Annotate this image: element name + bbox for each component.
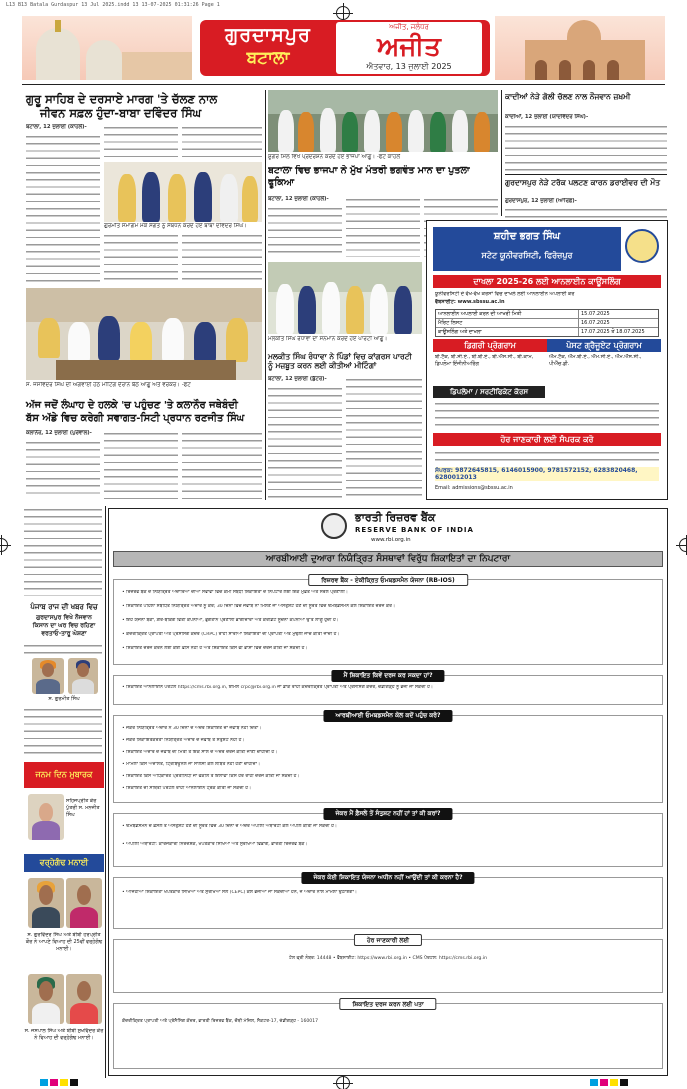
story1-column bbox=[104, 124, 178, 160]
rbi-bullet: • ਸ਼ਿਕਾਇਤ ਆਨਲਾਈਨ ਪੋਰਟਲ https://cms.rbi.org.in, ਈਮੇਲ crpc@rbi.org.in ਜਾਂ ਡਾਕ ਰਾਹੀਂ ਕੇਂਦਰੀਕ੍ਰਿਤ ਪ੍ਰਾਪਤੀ ਅਤੇ ਪ੍ਰੋਸੈਸਿੰਗ ਕੇਂਦਰ, ਚੰਡੀਗੜ੍ਹ ਨੂੰ ਭੇਜੀ ਜਾ ਸਕਦੀ ਹੈ। bbox=[122, 685, 433, 690]
story6-headline-line1: ਅੱਜ ਜਦੋਂ ਲੰਘਾਹ ਦੇ ਹਲਕੇ 'ਚ ਪਹੁੰਚਣ 'ਤੇ ਕਲਾਨੌਰ ਜਥੇਬੰਦੀ bbox=[26, 400, 238, 411]
story6-column-continued bbox=[24, 506, 102, 596]
ad-title-line1: ਸ਼ਹੀਦ ਭਗਤ ਸਿੰਘ bbox=[493, 231, 561, 242]
column-divider bbox=[265, 90, 266, 500]
pg-programs-label: ਪੋਸਟ ਗ੍ਰੈਜੂਏਟ ਪ੍ਰੋਗਰਾਮ bbox=[547, 339, 661, 352]
story6-meeting-photo bbox=[26, 288, 262, 380]
anniversary-photo-wife bbox=[66, 878, 102, 928]
ad-schedule-table bbox=[435, 309, 659, 337]
schedule-date: 16.07.2025 bbox=[578, 319, 658, 327]
rbi-name-english: RESERVE BANK OF INDIA bbox=[355, 526, 474, 534]
registration-mark-icon bbox=[336, 1076, 350, 1089]
story2-headline: ਬਟਾਲਾ ਵਿਚ ਭਾਜਪਾ ਨੇ ਮੁੱਖ ਮੰਤਰੀ ਭਗਵੰਤ ਮਾਨ ਦਾ ਪੁਤਲਾ ਫੂਕਿਆ bbox=[268, 165, 470, 188]
print-color-bar bbox=[40, 1079, 48, 1086]
story1-column bbox=[104, 232, 178, 284]
birthday-child-photo bbox=[28, 794, 64, 840]
rbi-section-ombudsman bbox=[113, 579, 663, 665]
print-color-bar bbox=[60, 1079, 68, 1086]
rbi-section-not-covered bbox=[113, 874, 663, 929]
print-color-bar bbox=[610, 1079, 618, 1086]
birthday-heading: ਜਨਮ ਦਿਨ ਮੁਬਾਰਕ bbox=[24, 762, 104, 788]
anniversary-caption: ਸ. ਗੁਰਵਿੰਦਰ ਸਿੰਘ ਅਤੇ ਬੀਬੀ ਹਰਪ੍ਰੀਤ ਕੌਰ ਨੇ ਆਪਣੇ ਵਿਆਹ ਦੀ 25ਵੀਂ ਵਰ੍ਹੇਗੰਢ ਮਨਾਈ। bbox=[25, 932, 103, 952]
schedule-date: 15.07.2025 bbox=[578, 310, 658, 318]
ad-title bbox=[433, 227, 621, 271]
ad-diploma-band: ਡਿਪਲੋਮਾ / ਸਰਟੀਫਿਕੇਟ ਕੋਰਸ bbox=[433, 386, 545, 398]
story6-headline-line2: ਬੱਸ ਅੱਡੇ ਵਿਚ ਕਰੇਗੀ ਸਵਾਗਤ-ਸਿਟੀ ਪ੍ਰਧਾਨ ਰਣਜੀਤ ਸਿੰਘ bbox=[26, 412, 245, 424]
story6-column bbox=[26, 439, 100, 499]
anniversary-photo-husband bbox=[28, 878, 64, 928]
schedule-event: ਕਾਊਂਸਲਿੰਗ ਅਤੇ ਦਾਖਲਾ bbox=[438, 329, 482, 335]
story5-column bbox=[346, 376, 422, 499]
ad-email: Email: admissions@sbssu.ac.in bbox=[435, 485, 513, 491]
town-name-secondary: ਬਟਾਲਾ bbox=[246, 48, 290, 68]
rbi-section-when-to-approach bbox=[113, 712, 663, 803]
story1-photo-caption: ਗੁਰਮਤਿ ਸਮਾਗਮ ਮੌਕੇ ਸੰਗਤ ਨੂੰ ਸੰਬੋਧਨ ਕਰਦੇ ਹੋਏ ਬਾਬਾ ਦਵਿੰਦਰ ਸਿੰਘ। bbox=[104, 223, 247, 229]
rbi-bullet: • ਜੇਕਰ ਨਿਯੰਤ੍ਰਿਤ ਅਦਾਰੇ ਨੇ 30 ਦਿਨਾਂ ਦੇ ਅੰਦਰ ਸ਼ਿਕਾਇਤ ਦਾ ਜਵਾਬ ਨਹੀਂ ਦਿੱਤਾ। bbox=[122, 726, 262, 731]
schedule-event: ਮੈਰਿਟ ਲਿਸਟ bbox=[438, 320, 463, 326]
degree-programs-label: ਡਿਗਰੀ ਪ੍ਰੋਗਰਾਮ bbox=[433, 339, 547, 352]
print-color-bar bbox=[620, 1079, 628, 1086]
print-color-bar bbox=[590, 1079, 598, 1086]
notice-line: ਗੁਰਦਾਸਪੁਰ ਵਿਖੇ ਨੌਜਵਾਨ bbox=[36, 614, 92, 621]
story3-column bbox=[505, 123, 667, 171]
story6-column bbox=[182, 430, 262, 500]
notice-line: ਕਿਸਾਨ ਦਾ ਘਰ ਵਿਚ ਰਹਿਣਾ bbox=[32, 622, 96, 629]
rbi-section-appeal bbox=[113, 810, 663, 867]
story2-column bbox=[268, 205, 342, 257]
notice-text bbox=[24, 706, 102, 756]
notice-text bbox=[24, 642, 102, 656]
print-slug: L13 B13 Batala Gurdaspur 13 Jul 2025.indd 13 13-07-2025 01:31:26 Page 1 bbox=[6, 2, 220, 8]
story5-headline-line2: ਨੂੰ ਮਜ਼ਬੂਤ ਕਰਨ ਲਈ ਕੀਤੀਆਂ ਮੀਟਿੰਗਾਂ bbox=[268, 361, 377, 371]
story1-headline bbox=[26, 92, 262, 121]
town-name-primary: ਗੁਰਦਾਸਪੁਰ bbox=[225, 24, 311, 46]
story1-headline-line2: ਜੀਵਨ ਸਫ਼ਲ ਹੁੰਦਾ-ਬਾਬਾ ਦਵਿੰਦਰ ਸਿੰਘ bbox=[40, 106, 202, 121]
story6-dateline: ਕਲਾਨੌਰ, 12 ਜੁਲਾਈ (ਪੁਰੇਵਾਲ)- bbox=[26, 430, 92, 436]
story2-protest-photo bbox=[268, 90, 498, 152]
anniversary-photo-wife bbox=[66, 974, 102, 1024]
rbi-section-heading: ਸ਼ਿਕਾਇਤ ਦਰਜ ਕਰਨ ਲਈ ਪਤਾ bbox=[339, 998, 436, 1010]
rbi-notice-title: ਆਰਬੀਆਈ ਦੁਆਰਾ ਨਿਯੰਤ੍ਰਿਤ ਸੰਸਥਾਵਾਂ ਵਿਰੁੱਧ ਸ਼ਿਕਾਇਤਾਂ ਦਾ ਨਿਪਟਾਰਾ bbox=[113, 551, 663, 567]
rbi-address: ਕੇਂਦਰੀਕ੍ਰਿਤ ਪ੍ਰਾਪਤੀ ਅਤੇ ਪ੍ਰੋਸੈਸਿੰਗ ਕੇਂਦਰ, ਭਾਰਤੀ ਰਿਜ਼ਰਵ ਬੈਂਕ, ਚੌਥੀ ਮੰਜ਼ਿਲ, ਸੈਕਟਰ-17, ਚੰਡੀਗੜ੍ਹ - 160017 bbox=[122, 1019, 319, 1024]
rbi-public-notice bbox=[108, 508, 668, 1076]
rbi-bullet: • ਸ਼ਿਕਾਇਤ ਦਰਜ ਕਰਨ ਲਈ ਕੋਈ ਫ਼ੀਸ ਨਹੀਂ ਹੈ ਅਤੇ ਸ਼ਿਕਾਇਤ ਕਿਸੇ ਵੀ ਭਾਸ਼ਾ ਵਿਚ ਦਰਜ ਕੀਤੀ ਜਾ ਸਕਦੀ ਹੈ। bbox=[122, 646, 308, 651]
anniversary-photo-husband bbox=[28, 974, 64, 1024]
ad-details-text bbox=[435, 449, 659, 463]
story5-group-photo bbox=[268, 262, 422, 334]
rbi-bullet: • ਮਾਮਲਾ ਕਿਸੇ ਅਦਾਲਤ, ਟ੍ਰਿਬਿਊਨਲ ਜਾਂ ਸਾਲਸੀ ਕੋਲ ਲੰਬਿਤ ਨਹੀਂ ਹੋਣਾ ਚਾਹੀਦਾ। bbox=[122, 762, 261, 767]
rbi-section-heading: ਜੇਕਰ ਮੈਂ ਫ਼ੈਸਲੇ ਤੋਂ ਸੰਤੁਸ਼ਟ ਨਹੀਂ ਹਾਂ ਤਾਂ ਕੀ ਕਰਾਂ? bbox=[323, 808, 452, 820]
masthead-banner bbox=[200, 20, 490, 76]
ad-title-line2: ਸਟੇਟ ਯੂਨੀਵਰਸਿਟੀ, ਫਿਰੋਜ਼ਪੁਰ bbox=[481, 251, 573, 260]
notice-line: ਵਰਤਾਓ-ਤਾਰੂ ਘੋਸ਼ਣਾ bbox=[41, 630, 87, 637]
story5-column bbox=[268, 385, 342, 499]
masthead bbox=[22, 14, 665, 80]
ad-programs-band bbox=[433, 339, 661, 352]
schedule-row bbox=[436, 319, 658, 328]
print-color-bar bbox=[600, 1079, 608, 1086]
ad-intro: ਯੂਨੀਵਰਸਿਟੀ ਦੇ ਵੱਖ-ਵੱਖ ਕੋਰਸਾਂ ਵਿਚ ਦਾਖਲੇ ਲਈ ਆਨਲਾਈਨ ਅਪਲਾਈ ਕਰੋ bbox=[435, 291, 575, 297]
rbi-bullet: • ਸ਼ਿਕਾਇਤ ਕਿਸੇ ਅਧਿਕਾਰਤ ਪ੍ਰਤੀਨਿਧੀ ਜਾਂ ਵਕੀਲ ਤੋਂ ਇਲਾਵਾ ਕਿਸੇ ਹੋਰ ਰਾਹੀਂ ਦਰਜ ਕੀਤੀ ਜਾ ਸਕਦੀ ਹੈ। bbox=[122, 774, 300, 779]
story4-dateline: ਗੁਰਦਾਸਪੁਰ, 12 ਜੁਲਾਈ (ਆਰਿਫ਼)- bbox=[505, 198, 577, 204]
schedule-event: ਆਨਲਾਈਨ ਅਪਲਾਈ ਕਰਨ ਦੀ ਆਖਰੀ ਮਿਤੀ bbox=[438, 311, 522, 317]
story1-dateline: ਬਟਾਲਾ, 12 ਜੁਲਾਈ (ਕਾਹਲੋਂ)- bbox=[26, 124, 87, 130]
anniversary-caption: ਸ. ਜਸਪਾਲ ਸਿੰਘ ਅਤੇ ਬੀਬੀ ਸੁਖਵਿੰਦਰ ਕੌਰ ਨੇ ਵਿਆਹ ਦੀ ਵਰ੍ਹੇਗੰਢ ਮਨਾਈ। bbox=[24, 1028, 104, 1041]
rbi-contact-info: ਟੋਲ ਫ੍ਰੀ ਨੰਬਰ: 14448 • ਵੈੱਬਸਾਈਟ: https://www.rbi.org.in • CMS ਪੋਰਟਲ: https://cms.rbi.org.in bbox=[289, 956, 487, 961]
story1-headline-line1: ਗੁਰੂ ਸਾਹਿਬ ਦੇ ਦਰਸਾਏ ਮਾਰਗ 'ਤੇ ਚੱਲਣ ਨਾਲ bbox=[26, 92, 218, 106]
rbi-section-heading: ਜੇਕਰ ਕੋਈ ਸ਼ਿਕਾਇਤ ਯੋਜਨਾ ਅਧੀਨ ਨਹੀਂ ਆਉਂਦੀ ਤਾਂ ਕੀ ਕਰਨਾ ਹੈ? bbox=[301, 872, 474, 884]
story5-headline-line1: ਮਲਕੀਤ ਸਿੰਘ ਰੰਧਾਵਾ ਨੇ ਪਿੰਡਾਂ ਵਿਚ ਕਾਂਗਰਸ ਪਾਰਟੀ bbox=[268, 352, 412, 361]
story1-photo bbox=[104, 162, 262, 222]
ad-diploma-text bbox=[435, 400, 659, 428]
ad-admissions-band: ਦਾਖਲਾ 2025-26 ਲਈ ਆਨਲਾਈਨ ਕਾਊਂਸਲਿੰਗ bbox=[433, 275, 661, 288]
rbi-bullet: • ਜੇਕਰ ਸ਼ਿਕਾਇਤਕਰਤਾ ਨਿਯੰਤ੍ਰਿਤ ਅਦਾਰੇ ਦੇ ਜਵਾਬ ਤੋਂ ਸੰਤੁਸ਼ਟ ਨਹੀਂ ਹੈ। bbox=[122, 738, 245, 743]
rbi-emblem-icon bbox=[321, 513, 347, 539]
story3-headline: ਕਾਦੀਆਂ ਨੇੜੇ ਗੋਲੀ ਚੱਲਣ ਨਾਲ ਨੌਜਵਾਨ ਜ਼ਖ਼ਮੀ bbox=[505, 92, 631, 101]
story6-photo-caption: ਸ. ਜਸਵਿੰਦਰ ਸਿੰਘ ਦੀ ਅਗਵਾਈ ਹੇਠ ਮੀਟਿੰਗ ਦੌਰਾਨ ਬੈਠੇ ਆਗੂ ਅਤੇ ਵਰਕਰ। -ਫੋਟੋ bbox=[26, 382, 191, 388]
story2-dateline: ਬਟਾਲਾ, 12 ਜੁਲਾਈ (ਕਾਹਲੋਂ)- bbox=[268, 196, 329, 202]
ad-help-band: ਹੋਰ ਜਾਣਕਾਰੀ ਲਈ ਸੰਪਰਕ ਕਰੋ bbox=[433, 433, 661, 446]
rbi-section-heading: ਹੋਰ ਜਾਣਕਾਰੀ ਲਈ bbox=[354, 934, 422, 946]
ad-phone-numbers: ਸੰਪਰਕ: 9872645815, 6146015900, 9781572152, 6283820468, 6280012013 bbox=[435, 467, 659, 481]
rbi-section-heading: ਆਰਬੀਆਈ ਓਮਬਡਸਮੈਨ ਕੋਲ ਕਦੋਂ ਪਹੁੰਚ ਕਰੋ? bbox=[323, 710, 452, 722]
notice-portrait-photo bbox=[68, 658, 98, 694]
heritage-building-illustration bbox=[495, 16, 665, 80]
registration-mark-icon bbox=[679, 538, 687, 552]
schedule-row bbox=[436, 310, 658, 319]
rbi-website: www.rbi.org.in bbox=[371, 537, 411, 543]
rbi-bullet: • ਸ਼ਿਕਾਇਤ ਪਹਿਲਾਂ ਸਬੰਧਿਤ ਨਿਯੰਤ੍ਰਿਤ ਅਦਾਰੇ ਨੂੰ ਕਰੋ; 30 ਦਿਨਾਂ ਵਿਚ ਜਵਾਬ ਨਾ ਮਿਲਣ ਜਾਂ ਅਸੰਤੁਸ਼ਟ ਹੋਣ ਦੀ ਸੂਰਤ ਵਿਚ ਓਮਬਡਸਮੈਨ ਕੋਲ ਸ਼ਿਕਾਇਤ ਦਰਜ ਕਰੋ। bbox=[122, 604, 396, 609]
rbi-bullet: • ਓਮਬਡਸਮੈਨ ਦੇ ਫ਼ੈਸਲੇ ਤੋਂ ਅਸੰਤੁਸ਼ਟ ਹੋਣ ਦੀ ਸੂਰਤ ਵਿਚ 30 ਦਿਨਾਂ ਦੇ ਅੰਦਰ ਅਪੀਲੀ ਅਥਾਰਟੀ ਕੋਲ ਅਪੀਲ ਕੀਤੀ ਜਾ ਸਕਦੀ ਹੈ। bbox=[122, 824, 338, 829]
story1-column bbox=[182, 124, 262, 160]
rbi-bullet: • ਅਜਿਹੀਆਂ ਸ਼ਿਕਾਇਤਾਂ ਖਪਤਕਾਰ ਸਿੱਖਿਆ ਅਤੇ ਸੁਰੱਖਿਆ ਸੈੱਲ (CEPC) ਕੋਲ ਭੇਜੀਆਂ ਜਾ ਸਕਦੀਆਂ ਹਨ, ਜੋ ਅਦਾਰੇ ਨਾਲ ਮਾਮਲਾ ਉਠਾਏਗਾ। bbox=[122, 890, 358, 895]
ad-website: ਵੈੱਬਸਾਈਟ: www.sbssu.ac.in bbox=[435, 299, 505, 305]
rbi-section-how-to-file bbox=[113, 672, 663, 705]
story4-column bbox=[505, 206, 667, 218]
issue-date: ਐਤਵਾਰ, 13 ਜੁਲਾਈ 2025 bbox=[366, 62, 452, 71]
university-logo-icon bbox=[625, 229, 659, 263]
story1-column bbox=[26, 133, 100, 283]
paper-name: ਅਜੀਤ bbox=[377, 32, 441, 62]
notice-portrait-photo bbox=[32, 658, 64, 694]
rbi-bullet: • ਅਪੀਲੀ ਅਥਾਰਟੀ: ਕਾਰਜਕਾਰੀ ਨਿਰਦੇਸ਼ਕ, ਖਪਤਕਾਰ ਸਿੱਖਿਆ ਅਤੇ ਸੁਰੱਖਿਆ ਵਿਭਾਗ, ਭਾਰਤੀ ਰਿਜ਼ਰਵ ਬੈਂਕ। bbox=[122, 842, 308, 847]
golden-temple-illustration bbox=[22, 16, 192, 80]
rbi-bullet: • ਇਹ ਯੋਜਨਾ ਬੈਂਕਾਂ, ਗ਼ੈਰ-ਬੈਂਕਿੰਗ ਵਿੱਤੀ ਕੰਪਨੀਆਂ, ਭੁਗਤਾਨ ਪ੍ਰਣਾਲੀ ਭਾਗੀਦਾਰਾਂ ਅਤੇ ਕਰੈਡਿਟ ਸੂਚਨਾ ਕੰਪਨੀਆਂ ਉੱਤੇ ਲਾਗੂ ਹੁੰਦੀ ਹੈ। bbox=[122, 618, 339, 623]
rbi-section-address bbox=[113, 1003, 663, 1069]
registration-mark-icon bbox=[0, 538, 8, 552]
story2-column bbox=[346, 196, 420, 257]
print-color-bar bbox=[50, 1079, 58, 1086]
print-color-bar bbox=[70, 1079, 78, 1086]
story6-column bbox=[104, 430, 178, 500]
story5-dateline: ਬਟਾਲਾ, 12 ਜੁਲਾਈ (ਬੁੱਟਰ)- bbox=[268, 376, 327, 382]
story6-headline bbox=[26, 400, 262, 425]
column-divider bbox=[501, 90, 502, 216]
story4-headline: ਗੁਰਦਾਸਪੁਰ ਨੇੜੇ ਟਰੱਕ ਪਲਟਣ ਕਾਰਨ ਡਰਾਈਵਰ ਦੀ ਮੌਤ bbox=[505, 178, 661, 187]
masthead-rule bbox=[22, 84, 665, 85]
newspaper-logo bbox=[336, 22, 482, 74]
notice-heading: ਪੰਜਾਬ ਰਾਜ ਦੀ ਖਬਰ ਵਿਚ bbox=[30, 603, 98, 611]
birthday-caption: ਸਹਿਜਪ੍ਰੀਤ ਕੌਰ ਪੁੱਤਰੀ ਸ. ਮਨਜੀਤ ਸਿੰਘ bbox=[66, 798, 100, 818]
notice-caption: ਸ. ਗੁਰਮੀਤ ਸਿੰਘ bbox=[48, 696, 80, 702]
degree-programs-list: ਬੀ.ਟੈੱਕ, ਬੀ.ਸੀ.ਏ., ਬੀ.ਬੀ.ਏ., ਬੀ.ਐੱਸ.ਸੀ., ਬੀ.ਕਾਮ, ਡਿਪਲੋਮਾ ਇੰਜੀਨੀਅਰਿੰਗ bbox=[435, 354, 534, 367]
column-divider bbox=[105, 506, 106, 1078]
rbi-name-punjabi: ਭਾਰਤੀ ਰਿਜ਼ਰਵ ਬੈਂਕ bbox=[355, 511, 436, 524]
pg-programs-list: ਐੱਮ.ਟੈੱਕ, ਐੱਮ.ਬੀ.ਏ., ਐੱਮ.ਸੀ.ਏ., ਐੱਮ.ਐੱਸ.ਸੀ., ਪੀਐੱਚ.ਡੀ. bbox=[549, 354, 642, 367]
rbi-bullet: • ਸ਼ਿਕਾਇਤ ਦੀ ਸਥਿਤੀ ਪੋਰਟਲ ਰਾਹੀਂ ਆਨਲਾਈਨ ਟ੍ਰੈਕ ਕੀਤੀ ਜਾ ਸਕਦੀ ਹੈ। bbox=[122, 786, 252, 791]
rbi-bullet: • ਸ਼ਿਕਾਇਤ ਅਦਾਰੇ ਦੇ ਜਵਾਬ ਦੀ ਮਿਤੀ ਤੋਂ ਇਕ ਸਾਲ ਦੇ ਅੰਦਰ ਦਰਜ ਕੀਤੀ ਜਾਣੀ ਚਾਹੀਦੀ ਹੈ। bbox=[122, 750, 278, 755]
story3-dateline: ਕਾਦੀਆਂ, 12 ਜੁਲਾਈ (ਯਾਦਵਿੰਦਰ ਸਿੰਘ)- bbox=[505, 114, 589, 120]
edition-town-name bbox=[206, 23, 330, 73]
rbi-bullet: • ਕੇਂਦਰੀਕ੍ਰਿਤ ਪ੍ਰਾਪਤੀ ਅਤੇ ਪ੍ਰੋਸੈਸਿੰਗ ਕੇਂਦਰ (CRPC) ਰਾਹੀਂ ਸਾਰੀਆਂ ਸ਼ਿਕਾਇਤਾਂ ਦੀ ਪ੍ਰਾਪਤੀ ਅਤੇ ਮੁਢਲੀ ਜਾਂਚ ਕੀਤੀ ਜਾਂਦੀ ਹੈ। bbox=[122, 632, 340, 637]
rbi-section-more-info bbox=[113, 939, 663, 993]
university-admission-ad bbox=[426, 220, 668, 500]
rbi-section-heading: ਰਿਜ਼ਰਵ ਬੈਂਕ - ਏਕੀਕ੍ਰਿਤ ਓਮਬਡਸਮੈਨ ਯੋਜਨਾ (RB-IOS) bbox=[308, 574, 468, 586]
rbi-bullet: • ਰਿਜ਼ਰਵ ਬੈਂਕ ਦੇ ਨਿਯੰਤ੍ਰਿਤ ਅਦਾਰਿਆਂ ਦੀਆਂ ਸੇਵਾਵਾਂ ਵਿਚ ਕਮੀ ਸਬੰਧੀ ਸ਼ਿਕਾਇਤਾਂ ਦੇ ਨਿਪਟਾਰੇ ਲਈ ਇਕ ਮੁਫ਼ਤ ਅਤੇ ਸਰਲ ਪ੍ਰਣਾਲੀ। bbox=[122, 590, 348, 595]
story1-column bbox=[182, 232, 262, 284]
story5-headline bbox=[268, 352, 422, 371]
story5-photo-caption: ਮਲਕੀਤ ਸਿੰਘ ਰੰਧਾਵਾ ਦਾ ਸਨਮਾਨ ਕਰਦੇ ਹੋਏ ਪਾਰਟੀ ਆਗੂ। bbox=[268, 336, 388, 342]
schedule-date: 17.07.2025 ਤੋਂ 18.07.2025 bbox=[578, 328, 658, 336]
anniversary-heading: ਵਰ੍ਹੇਗੰਢ ਮਨਾਈ bbox=[24, 854, 104, 872]
story2-photo-caption: ਸ਼ੂਗਰ ਮਿੱਲ ਵਿਖੇ ਪ੍ਰਦਰਸ਼ਨ ਕਰਦੇ ਹੋਏ ਭਾਜਪਾ ਆਗੂ। -ਫੋਟੋ ਕਾਹਲੋਂ bbox=[268, 154, 401, 160]
schedule-row bbox=[436, 328, 658, 336]
paper-tagline: ਅਜੀਤ, ਜਲੰਧਰ bbox=[389, 23, 429, 31]
rbi-section-heading: ਮੈਂ ਸ਼ਿਕਾਇਤ ਕਿਵੇਂ ਦਰਜ ਕਰ ਸਕਦਾ ਹਾਂ? bbox=[331, 670, 444, 682]
story-separator bbox=[505, 174, 667, 175]
